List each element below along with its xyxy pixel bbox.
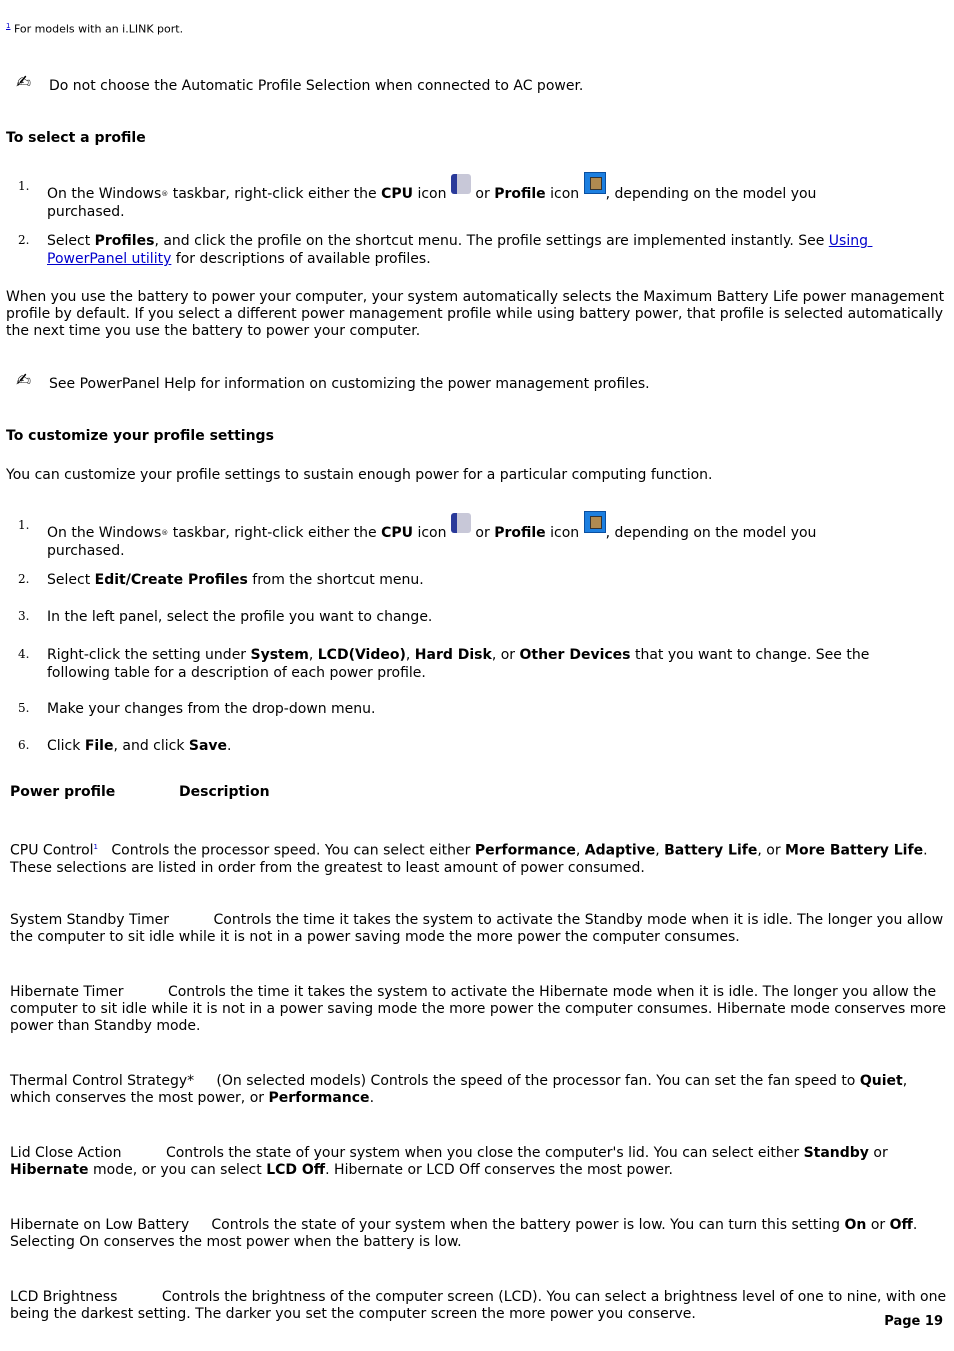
list-number: 2. xyxy=(18,233,30,247)
text-segment: System xyxy=(250,647,309,663)
profile-icon xyxy=(584,172,606,194)
page-number: Page 19 xyxy=(884,1314,943,1329)
text-segment: Profile xyxy=(494,525,546,541)
note-pencil-icon: ✍ xyxy=(16,370,32,391)
text-segment: ® xyxy=(161,190,169,198)
text-segment: Standby xyxy=(803,1145,869,1161)
text-segment: , and click xyxy=(113,738,189,754)
text-segment: icon xyxy=(545,525,584,541)
text-segment: LCD(Video) xyxy=(317,647,406,663)
list-item xyxy=(47,178,894,221)
text-segment: Select xyxy=(47,233,95,249)
text-segment: , xyxy=(655,842,665,859)
text-segment: for descriptions of available profiles. xyxy=(171,251,431,267)
table-header-power-profile: Power profile xyxy=(10,784,116,800)
text-segment: Make your changes from the drop-down menu. xyxy=(47,701,376,717)
text-segment: , which conserves the most power, or xyxy=(10,1073,912,1106)
text-segment: File xyxy=(84,738,114,754)
note-text: See PowerPanel Help for information on customizing the power management profiles. xyxy=(49,376,650,392)
text-segment: Hard Disk xyxy=(414,647,492,663)
footnote-marker[interactable]: 1 xyxy=(6,22,11,30)
text-segment: taskbar, right-click either the xyxy=(168,186,382,202)
text-segment: Off xyxy=(889,1217,913,1233)
text-segment: Profiles xyxy=(94,233,155,249)
text-segment: . xyxy=(227,738,232,754)
text-segment: icon xyxy=(413,525,451,541)
text-segment: , depending on the model you purchased. xyxy=(47,186,821,220)
text-segment: Hibernate on Low Battery Controls the state of your system when the battery power is low. You can turn this setting xyxy=(10,1217,845,1233)
text-segment: Lid Close Action Controls the state of your system when you close the computer's lid. You can select either xyxy=(10,1145,804,1161)
cpu-icon xyxy=(451,174,471,194)
table-row xyxy=(10,1145,948,1179)
text-segment: On the Windows xyxy=(47,186,162,202)
list-item xyxy=(47,517,894,560)
list-item xyxy=(47,737,894,755)
text-segment: CPU Control xyxy=(10,842,94,859)
text-segment: LCD Off xyxy=(266,1162,326,1178)
text-segment: that you want to change. See the following table for a description of each power profile. xyxy=(47,647,874,681)
text-segment: . Selecting On conserves the most power when the battery is low. xyxy=(10,1217,922,1250)
profile-icon xyxy=(584,511,606,533)
table-row xyxy=(10,912,948,946)
text-segment: , xyxy=(308,647,318,663)
note-pencil-icon: ✍ xyxy=(16,72,32,93)
text-segment: or xyxy=(470,525,495,541)
text-segment: Performance xyxy=(268,1090,370,1106)
text-segment[interactable]: 1 xyxy=(93,843,98,851)
footnote-text: For models with an i.LINK port. xyxy=(13,22,184,36)
text-segment: Other Devices xyxy=(519,647,631,663)
text-segment: On xyxy=(844,1217,867,1233)
text-segment: or xyxy=(868,1145,893,1161)
text-segment: Battery Life xyxy=(664,842,758,859)
text-segment: Save xyxy=(188,738,228,754)
list-number: 1. xyxy=(18,518,30,532)
text-segment: icon xyxy=(545,186,584,202)
text-segment: . Hibernate or LCD Off conserves the most power. xyxy=(325,1162,673,1178)
text-segment: Click xyxy=(47,738,85,754)
text-segment: On the Windows xyxy=(47,525,162,541)
text-segment: CPU xyxy=(381,525,414,541)
text-segment: System Standby Timer Controls the time it takes the system to activate the Standby mode when it is idle. The longer you allow the computer to sit idle while it is not in a power saving mode the more power the computer consumes. xyxy=(10,912,948,945)
text-segment: CPU xyxy=(381,186,414,202)
text-segment: LCD Brightness Controls the brightness of the computer screen (LCD). You can select a brightness level of one to nine, with one being the darkest setting. The darker you set the computer screen the more power you conserve. xyxy=(10,1289,951,1322)
text-segment: . These selections are listed in order from the greatest to least amount of power consumed. xyxy=(10,842,932,876)
text-segment: , or xyxy=(757,842,786,859)
text-segment: In the left panel, select the profile you want to change. xyxy=(47,609,433,625)
text-segment: More Battery Life xyxy=(785,842,924,859)
text-segment: ® xyxy=(161,529,169,537)
table-header-description: Description xyxy=(179,784,270,800)
text-segment: mode, or you can select xyxy=(88,1162,267,1178)
text-segment: Edit/Create Profiles xyxy=(94,572,248,588)
text-segment: or xyxy=(470,186,495,202)
list-number: 4. xyxy=(18,647,30,661)
cpu-icon xyxy=(451,513,471,533)
text-segment: Profile xyxy=(494,186,546,202)
text-segment: , xyxy=(575,842,585,859)
list-item xyxy=(47,571,894,589)
heading-customize: To customize your profile settings xyxy=(6,428,274,444)
text-segment: Thermal Control Strategy* (On selected models) Controls the speed of the processor fan. You can set the fan speed to xyxy=(10,1073,860,1089)
heading-select-profile: To select a profile xyxy=(6,130,146,146)
text-segment: , or xyxy=(491,647,520,663)
text-segment: . xyxy=(369,1090,375,1106)
table-row xyxy=(10,1217,948,1251)
paragraph-customize: You can customize your profile settings to sustain enough power for a particular computing function. xyxy=(6,467,713,483)
list-number: 1. xyxy=(18,179,30,193)
text-segment: or xyxy=(866,1217,890,1233)
text-segment: Select xyxy=(47,572,95,588)
note-text: Do not choose the Automatic Profile Selection when connected to AC power. xyxy=(49,78,584,94)
text-segment: Hibernate Timer Controls the time it takes the system to activate the Hibernate mode when it is idle. The longer you allow the computer to sit idle while it is not in a power saving mode the more power the computer consumes. Hibernate mode conserves more power than Standby mode. xyxy=(10,984,951,1034)
text-segment: Hibernate xyxy=(10,1162,89,1178)
list-number: 5. xyxy=(18,701,30,715)
link-using-powerpanel[interactable]: Using PowerPanel utility xyxy=(47,233,873,267)
list-number: 2. xyxy=(18,572,30,586)
text-segment: taskbar, right-click either the xyxy=(168,525,382,541)
list-number: 3. xyxy=(18,609,30,623)
table-row xyxy=(10,839,948,877)
text-segment: icon xyxy=(413,186,451,202)
list-item xyxy=(47,646,894,682)
text-segment: , depending on the model you purchased. xyxy=(47,525,821,559)
footnote xyxy=(6,18,946,38)
text-segment: Right-click the setting under xyxy=(47,647,251,663)
text-segment: , and click the profile on the shortcut menu. The profile settings are implemented instantly. See xyxy=(154,233,829,249)
paragraph-battery: When you use the battery to power your computer, your system automatically selects the Maximum Battery Life power management profile by default. If you select a different power management profile while using battery power, that profile is selected automatically the next time you use the battery to power your computer. xyxy=(6,289,945,339)
text-segment: , xyxy=(405,647,415,663)
list-item xyxy=(47,608,894,626)
table-row xyxy=(10,1073,948,1107)
text-segment: Quiet xyxy=(859,1073,903,1089)
list-item xyxy=(47,232,894,268)
list-number: 6. xyxy=(18,738,30,752)
text-segment: Adaptive xyxy=(584,842,656,859)
list-item xyxy=(47,700,894,718)
text-segment: Controls the processor speed. You can select either xyxy=(98,842,475,859)
text-segment: Performance xyxy=(474,842,576,859)
table-row xyxy=(10,984,951,1035)
text-segment: from the shortcut menu. xyxy=(247,572,424,588)
table-row xyxy=(10,1289,951,1323)
